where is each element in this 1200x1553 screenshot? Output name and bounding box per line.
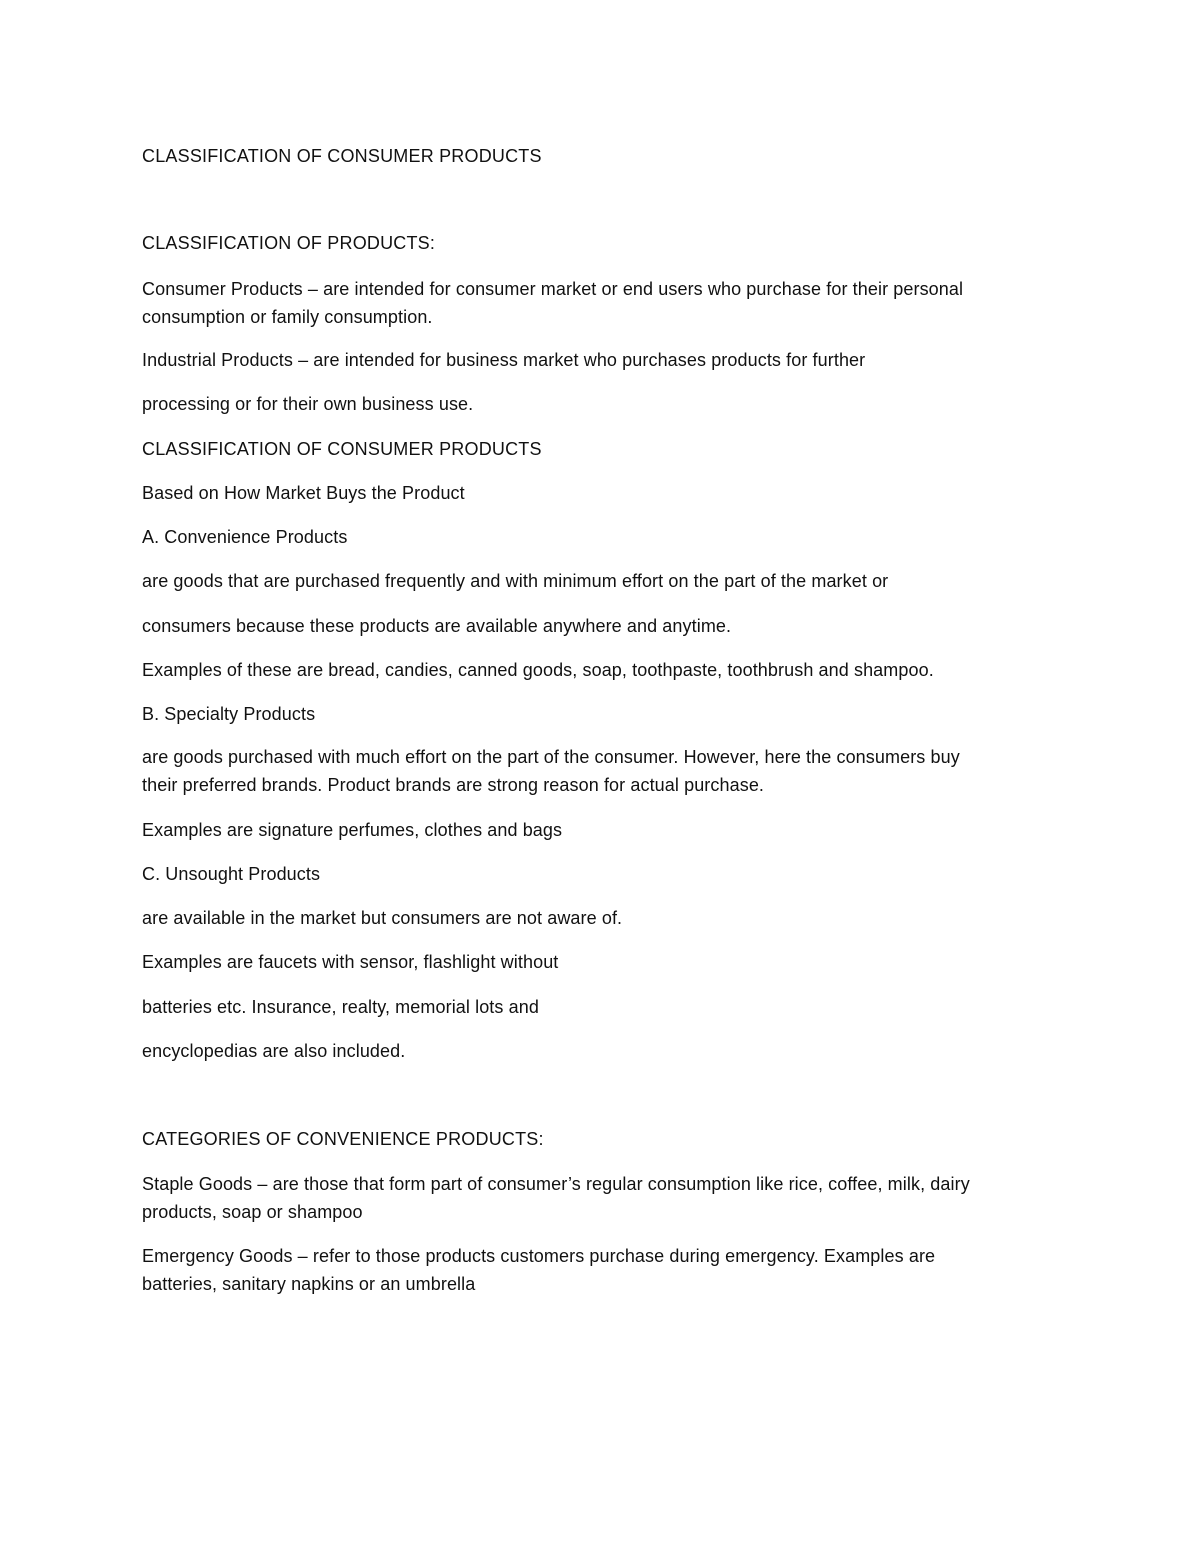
emergency-goods-line-2: batteries, sanitary napkins or an umbrella [142, 1274, 476, 1294]
unsought-products-title: C. Unsought Products [142, 864, 321, 884]
industrial-products-definition-line-2: processing or for their own business use. [142, 394, 474, 414]
unsought-products-line-2: Examples are faucets with sensor, flashlight without [142, 952, 559, 972]
unsought-products-line-3: batteries etc. Insurance, realty, memorial lots and [142, 997, 539, 1017]
emergency-goods-line-1: Emergency Goods – refer to those products customers purchase during emergency. Examples are [142, 1246, 936, 1266]
document-title: CLASSIFICATION OF CONSUMER PRODUCTS [142, 146, 542, 166]
staple-goods-line-1: Staple Goods – are those that form part of consumer’s regular consumption like rice, coffee, milk, dairy [142, 1174, 970, 1194]
convenience-products-examples: Examples of these are bread, candies, canned goods, soap, toothpaste, toothbrush and shampoo. [142, 660, 934, 680]
convenience-products-title: A. Convenience Products [142, 527, 348, 547]
unsought-products-line-1: are available in the market but consumers are not aware of. [142, 908, 623, 928]
consumer-products-definition-line-1: Consumer Products – are intended for consumer market or end users who purchase for their personal [142, 279, 964, 299]
specialty-products-line-2: their preferred brands. Product brands are strong reason for actual purchase. [142, 775, 765, 795]
specialty-products-examples: Examples are signature perfumes, clothes and bags [142, 820, 563, 840]
subheading-based-on-how-market-buys: Based on How Market Buys the Product [142, 483, 465, 503]
specialty-products-line-1: are goods purchased with much effort on the part of the consumer. However, here the consumers buy [142, 747, 960, 767]
staple-goods-line-2: products, soap or shampoo [142, 1202, 363, 1222]
industrial-products-definition-line-1: Industrial Products – are intended for business market who purchases products for further [142, 350, 866, 370]
section-heading-classification-of-consumer-products: CLASSIFICATION OF CONSUMER PRODUCTS [142, 439, 542, 459]
specialty-products-title: B. Specialty Products [142, 704, 316, 724]
convenience-products-line-2: consumers because these products are available anywhere and anytime. [142, 616, 732, 636]
unsought-products-line-4: encyclopedias are also included. [142, 1041, 406, 1061]
section-heading-classification-of-products: CLASSIFICATION OF PRODUCTS: [142, 233, 436, 253]
section-heading-categories-of-convenience-products: CATEGORIES OF CONVENIENCE PRODUCTS: [142, 1129, 544, 1149]
consumer-products-definition-line-2: consumption or family consumption. [142, 307, 433, 327]
convenience-products-line-1: are goods that are purchased frequently and with minimum effort on the part of the market or [142, 571, 889, 591]
